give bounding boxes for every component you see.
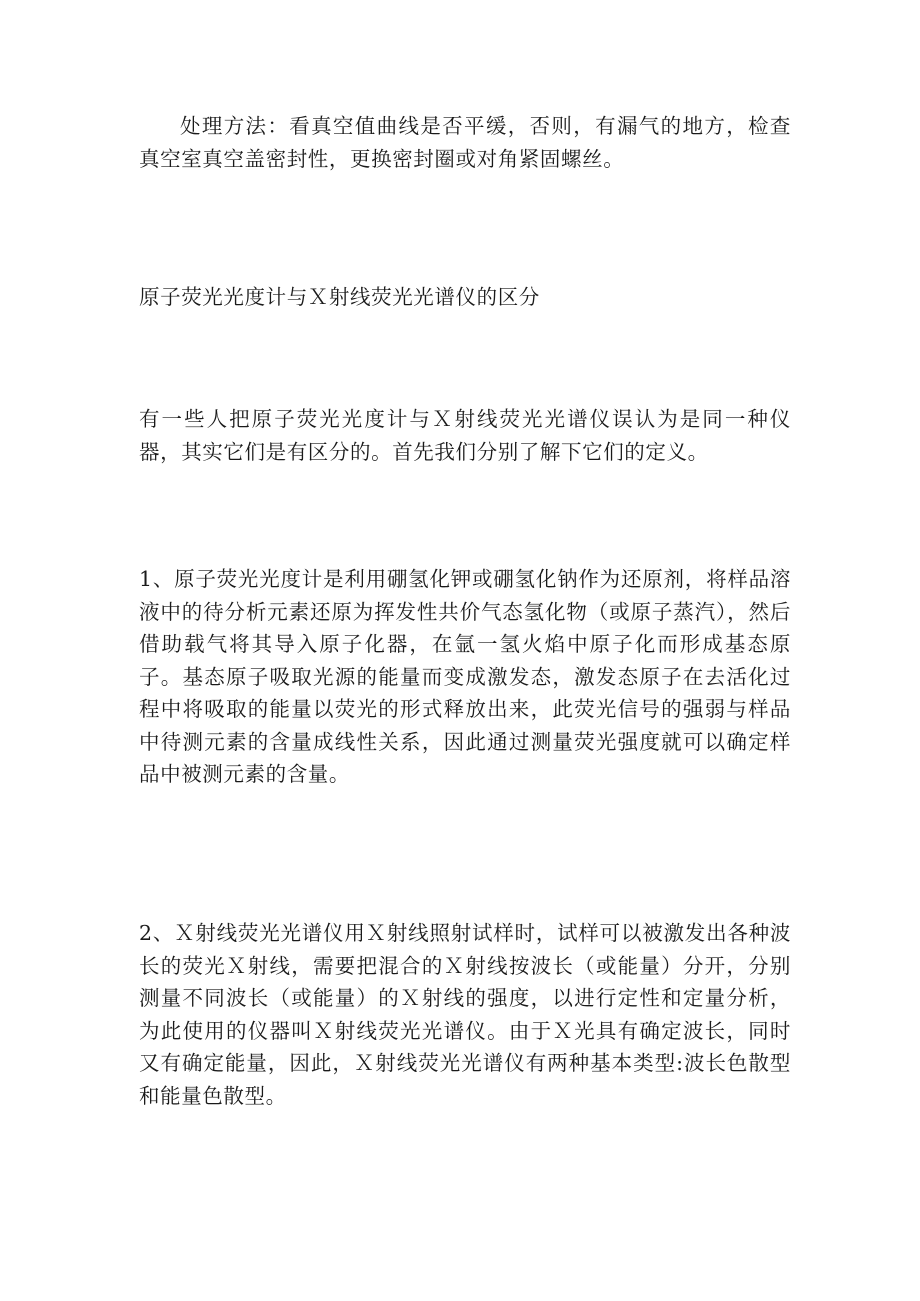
section-title: 原子荧光光度计与Ｘ射线荧光光谱仪的区分 bbox=[139, 285, 540, 309]
item-2-paragraph: 2、Ｘ射线荧光光谱仪用Ｘ射线照射试样时，试样可以被激发出各种波长的荧光Ｘ射线，需要把混合的Ｘ射线按波长（或能量）分开，分别测量不同波长（或能量）的Ｘ射线的强度，以进行定性和定量分析，为此使用的仪器叫Ｘ射线荧光光谱仪。由于Ｘ光具有确定波长，同时又有确定能量，因此，Ｘ射线荧光光谱仪有两种基本类型:波长色散型和能量色散型。 bbox=[139, 921, 791, 1108]
item-1-paragraph: 1、原子荧光光度计是利用硼氢化钾或硼氢化钠作为还原剂，将样品溶液中的待分析元素还原为挥发性共价气态氢化物（或原子蒸汽），然后借助载气将其导入原子化器，在氩一氢火焰中原子化而形成基态原子。基态原子吸取光源的能量而变成激发态，激发态原子在去活化过程中将吸取的能量以荧光的形式释放出来，此荧光信号的强弱与样品中待测元素的含量成线性关系，因此通过测量荧光强度就可以确定样品中被测元素的含量。 bbox=[139, 567, 791, 786]
handling-method-paragraph: 处理方法：看真空值曲线是否平缓，否则，有漏气的地方，检查真空室真空盖密封性，更换密封圈或对角紧固螺丝。 bbox=[139, 114, 791, 171]
intro-paragraph: 有一些人把原子荧光光度计与Ｘ射线荧光光谱仪误认为是同一种仪器，其实它们是有区分的。首先我们分别了解下它们的定义。 bbox=[139, 407, 791, 464]
